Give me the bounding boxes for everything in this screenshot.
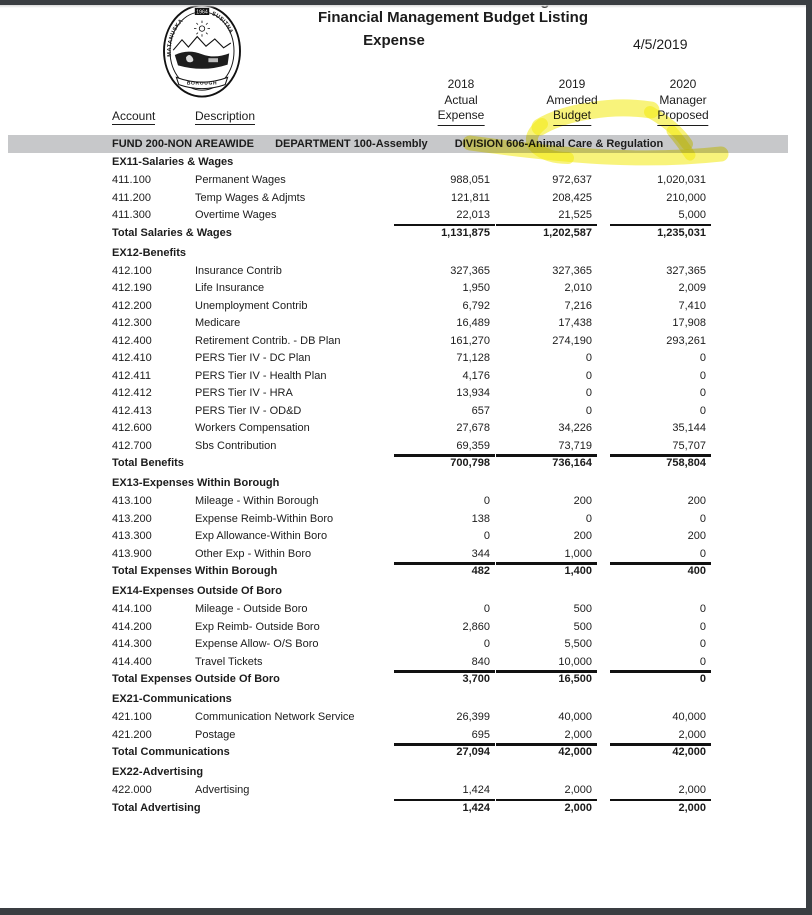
account-number: 414.200 (112, 620, 152, 633)
amount-2020-proposed: 1,020,031 (657, 174, 706, 187)
account-number: 412.413 (112, 404, 152, 417)
table-row (112, 510, 712, 528)
table-row (112, 385, 712, 403)
budget-section (112, 475, 712, 580)
amount-2020-proposed: 0 (699, 352, 706, 365)
account-number: 412.200 (112, 299, 152, 312)
amount-2020-proposed: 7,410 (678, 299, 706, 312)
department-label: DEPARTMENT 100-Assembly (275, 138, 428, 150)
report-date: 4/5/2019 (633, 36, 688, 52)
section-total-row (112, 455, 712, 473)
table-row (112, 528, 712, 546)
amount-2018-actual: 0 (483, 495, 490, 508)
table-row (112, 297, 712, 315)
account-number: 421.200 (112, 728, 152, 741)
amount-2019-amended: 0 (585, 352, 592, 365)
account-number: 413.200 (112, 512, 152, 525)
amount-2020-proposed: 210,000 (666, 191, 706, 204)
document-title: Financial Management Budget Listing (317, 9, 589, 26)
column-header-2018 (438, 77, 485, 126)
account-description: Unemployment Contrib (195, 299, 308, 312)
table-row (112, 618, 712, 636)
amount-2020-proposed: 0 (699, 512, 706, 525)
amount-2020-proposed: 75,707 (672, 439, 706, 452)
account-description: PERS Tier IV - HRA (195, 387, 293, 400)
table-row (112, 709, 712, 727)
table-row (112, 315, 712, 333)
total-2019-amended: 1,400 (490, 565, 592, 577)
account-description: Permanent Wages (195, 174, 286, 187)
amount-2019-amended: 500 (573, 603, 592, 616)
account-number: 414.300 (112, 638, 152, 651)
amount-2019-amended: 5,500 (564, 638, 592, 651)
table-row (112, 420, 712, 438)
amount-2018-actual: 0 (483, 638, 490, 651)
table-row (112, 280, 712, 298)
table-row (112, 189, 712, 207)
table-row (112, 545, 712, 563)
account-description: Exp Allowance-Within Boro (195, 530, 328, 543)
total-2018-actual: 700,798 (387, 457, 490, 469)
account-description: Mileage - Within Borough (195, 495, 319, 508)
total-2020-proposed: 2,000 (592, 802, 706, 814)
total-2018-actual: 27,094 (387, 746, 490, 758)
section-header: EX11-Salaries & Wages (112, 156, 234, 168)
table-row (112, 172, 712, 190)
amount-2019-amended: 17,438 (558, 317, 592, 330)
account-number: 412.412 (112, 387, 152, 400)
account-description: Insurance Contrib (195, 264, 282, 277)
amount-2018-actual: 1,424 (462, 784, 490, 797)
account-description: PERS Tier IV - OD&D (195, 404, 302, 417)
column-header-2019 (546, 77, 597, 126)
account-number: 411.100 (112, 174, 151, 187)
section-total-row (112, 671, 712, 689)
total-2019-amended: 42,000 (490, 746, 592, 758)
account-number: 412.411 (112, 369, 151, 382)
amount-2019-amended: 0 (585, 404, 592, 417)
amount-2018-actual: 0 (483, 530, 490, 543)
amount-2018-actual: 988,051 (450, 174, 490, 187)
section-total-label: Total Salaries & Wages (112, 226, 232, 239)
account-description: Expense Allow- O/S Boro (195, 638, 319, 651)
fund-label: FUND 200-NON AREAWIDE (112, 138, 254, 150)
amount-2019-amended: 2,010 (564, 282, 592, 295)
amount-2018-actual: 1,950 (462, 282, 490, 295)
total-2018-actual: 1,424 (387, 802, 490, 814)
amount-2020-proposed: 0 (699, 404, 706, 417)
borough-seal (162, 3, 242, 99)
amount-2019-amended: 2,000 (564, 784, 592, 797)
table-row (112, 350, 712, 368)
amount-2018-actual: 657 (471, 404, 490, 417)
amount-2018-actual: 695 (471, 728, 490, 741)
col1-line3: Expense (438, 108, 485, 126)
column-header-2020 (657, 77, 708, 126)
amount-2019-amended: 972,637 (552, 174, 592, 187)
account-description: Travel Tickets (195, 655, 263, 668)
total-2018-actual: 482 (387, 565, 490, 577)
account-number: 411.300 (112, 209, 151, 222)
amount-2019-amended: 208,425 (552, 191, 592, 204)
division-label: DIVISION 606-Animal Care & Regulation (454, 138, 664, 150)
account-number: 412.410 (112, 352, 152, 365)
table-row (112, 437, 712, 455)
section-total-label: Total Expenses Within Borough (112, 565, 278, 578)
amount-2018-actual: 16,489 (456, 317, 490, 330)
table-row (112, 653, 712, 671)
amount-2020-proposed: 0 (699, 387, 706, 400)
amount-2018-actual: 71,128 (456, 352, 490, 365)
account-description: Temp Wages & Adjmts (195, 191, 306, 204)
section-total-label: Total Advertising (112, 801, 201, 814)
total-2020-proposed: 400 (592, 565, 706, 577)
col1-line2: Actual (444, 92, 478, 107)
account-number: 414.100 (112, 603, 152, 616)
amount-2019-amended: 200 (573, 495, 592, 508)
total-2019-amended: 736,164 (490, 457, 592, 469)
amount-2018-actual: 344 (471, 547, 490, 560)
amount-2020-proposed: 2,000 (678, 784, 706, 797)
amount-2018-actual: 26,399 (456, 711, 490, 724)
description-column-header: Description (195, 109, 256, 123)
fund-division-band (8, 135, 788, 153)
account-description: Workers Compensation (195, 422, 310, 435)
section-total-row (112, 744, 712, 762)
account-number: 421.100 (112, 711, 152, 724)
amount-2020-proposed: 5,000 (678, 209, 706, 222)
section-total-label: Total Benefits (112, 457, 184, 470)
amount-2018-actual: 0 (483, 603, 490, 616)
account-number: 422.000 (112, 784, 152, 797)
account-description: PERS Tier IV - Health Plan (195, 369, 327, 382)
table-row (112, 782, 712, 800)
table-row (112, 332, 712, 350)
budget-section (112, 691, 712, 761)
amount-2019-amended: 40,000 (558, 711, 592, 724)
account-number: 411.200 (112, 191, 151, 204)
col2-line3: Budget (553, 108, 591, 126)
amount-2018-actual: 69,359 (456, 439, 490, 452)
amount-2019-amended: 73,719 (558, 439, 592, 452)
account-number: 412.700 (112, 439, 152, 452)
account-description: Mileage - Outside Boro (195, 603, 308, 616)
amount-2019-amended: 1,000 (564, 547, 592, 560)
amount-2020-proposed: 0 (699, 603, 706, 616)
amount-2020-proposed: 293,261 (666, 334, 706, 347)
amount-2020-proposed: 200 (687, 530, 706, 543)
amount-2019-amended: 21,525 (558, 209, 592, 222)
col2-year: 2019 (558, 77, 586, 91)
amount-2018-actual: 4,176 (462, 369, 490, 382)
account-column-header: Account (112, 109, 156, 123)
col2-line2: Amended (546, 92, 598, 107)
col1-year: 2018 (447, 77, 475, 91)
amount-2020-proposed: 0 (699, 655, 706, 668)
viewer-right-edge (806, 0, 812, 915)
seal-arc-left-text: MATANUSKA (166, 18, 185, 57)
amount-2019-amended: 7,216 (564, 299, 592, 312)
account-number: 412.190 (112, 282, 152, 295)
budget-section (112, 583, 712, 688)
section-total-label: Total Communications (112, 746, 230, 759)
amount-2019-amended: 327,365 (552, 264, 592, 277)
total-2020-proposed: 758,804 (592, 457, 706, 469)
total-2019-amended: 16,500 (490, 673, 592, 685)
table-row (112, 601, 712, 619)
table-row (112, 636, 712, 654)
seal-arc-right-text: SUSITNA (210, 11, 234, 35)
viewer-top-shadow (0, 5, 812, 8)
amount-2019-amended: 274,190 (552, 334, 592, 347)
account-number: 413.300 (112, 530, 152, 543)
account-description: Other Exp - Within Boro (195, 547, 312, 560)
account-description: Overtime Wages (195, 209, 277, 222)
amount-2018-actual: 327,365 (450, 264, 490, 277)
section-total-row (112, 563, 712, 581)
total-2018-actual: 3,700 (387, 673, 490, 685)
account-description: Medicare (195, 317, 241, 330)
viewer-bottom-edge (0, 908, 812, 915)
col3-year: 2020 (669, 77, 697, 91)
amount-2020-proposed: 0 (699, 620, 706, 633)
account-description: Communication Network Service (195, 711, 355, 724)
account-number: 412.600 (112, 422, 152, 435)
account-number: 413.100 (112, 495, 152, 508)
account-description: Life Insurance (195, 282, 265, 295)
amount-2019-amended: 2,000 (564, 728, 592, 741)
budget-section (112, 245, 712, 473)
amount-2020-proposed: 35,144 (672, 422, 706, 435)
account-description: Expense Reimb-Within Boro (195, 512, 334, 525)
amount-2018-actual: 840 (471, 655, 490, 668)
total-2019-amended: 2,000 (490, 802, 592, 814)
table-row (112, 367, 712, 385)
table-row (112, 262, 712, 280)
account-description: Exp Reimb- Outside Boro (195, 620, 320, 633)
amount-2020-proposed: 327,365 (666, 264, 706, 277)
seal-year-text: 1964 (196, 9, 208, 16)
account-number: 412.400 (112, 334, 152, 347)
amount-2018-actual: 138 (471, 512, 490, 525)
section-header: EX12-Benefits (112, 246, 186, 259)
section-header: EX22-Advertising (112, 766, 204, 778)
account-description: Retirement Contrib. - DB Plan (195, 334, 341, 347)
amount-2020-proposed: 200 (687, 495, 706, 508)
section-header: EX13-Expenses Within Borough (112, 477, 280, 489)
amount-2020-proposed: 0 (699, 547, 706, 560)
account-number: 412.300 (112, 317, 152, 330)
section-header: EX21-Communications (112, 693, 232, 705)
amount-2019-amended: 0 (585, 369, 592, 382)
account-number: 412.100 (112, 264, 152, 277)
amount-2018-actual: 6,792 (462, 299, 490, 312)
table-row (112, 207, 712, 225)
total-2020-proposed: 0 (592, 673, 706, 685)
account-description: PERS Tier IV - DC Plan (195, 352, 311, 365)
amount-2019-amended: 34,226 (558, 422, 592, 435)
account-number: 414.400 (112, 655, 152, 668)
seal-barn (208, 58, 218, 62)
amount-2020-proposed: 0 (699, 638, 706, 651)
amount-2020-proposed: 0 (699, 369, 706, 382)
seal-banner-text: BOROUGH (186, 81, 218, 87)
amount-2019-amended: 200 (573, 530, 592, 543)
amount-2018-actual: 161,270 (450, 334, 490, 347)
account-description: Sbs Contribution (195, 439, 277, 452)
section-total-row (112, 224, 712, 242)
amount-2020-proposed: 40,000 (672, 711, 706, 724)
table-row (112, 402, 712, 420)
col3-line2: Manager (659, 92, 707, 107)
amount-2019-amended: 0 (585, 387, 592, 400)
section-header: EX14-Expenses Outside Of Boro (112, 585, 282, 597)
budget-section (112, 764, 712, 817)
amount-2018-actual: 2,860 (462, 620, 490, 633)
amount-2019-amended: 500 (573, 620, 592, 633)
amount-2020-proposed: 2,000 (678, 728, 706, 741)
section-total-label: Total Expenses Outside Of Boro (112, 673, 280, 686)
amount-2020-proposed: 2,009 (678, 282, 706, 295)
viewer-top-edge (0, 0, 812, 5)
budget-section (112, 154, 712, 242)
document-subtitle: Expense (363, 32, 425, 49)
amount-2020-proposed: 17,908 (672, 317, 706, 330)
total-2020-proposed: 1,235,031 (592, 227, 706, 239)
budget-table (112, 154, 712, 817)
account-description: Postage (195, 728, 236, 741)
total-2019-amended: 1,202,587 (490, 227, 592, 239)
amount-2018-actual: 121,811 (451, 191, 490, 204)
amount-2018-actual: 22,013 (456, 209, 490, 222)
table-row (112, 493, 712, 511)
total-2020-proposed: 42,000 (592, 746, 706, 758)
account-description: Advertising (195, 784, 250, 797)
section-total-row (112, 799, 712, 817)
amount-2019-amended: 10,000 (558, 655, 592, 668)
amount-2018-actual: 13,934 (456, 387, 490, 400)
table-row (112, 726, 712, 744)
account-number: 413.900 (112, 547, 152, 560)
col3-line3: Proposed (657, 108, 708, 126)
amount-2018-actual: 27,678 (456, 422, 490, 435)
amount-2019-amended: 0 (585, 512, 592, 525)
total-2018-actual: 1,131,875 (387, 227, 490, 239)
